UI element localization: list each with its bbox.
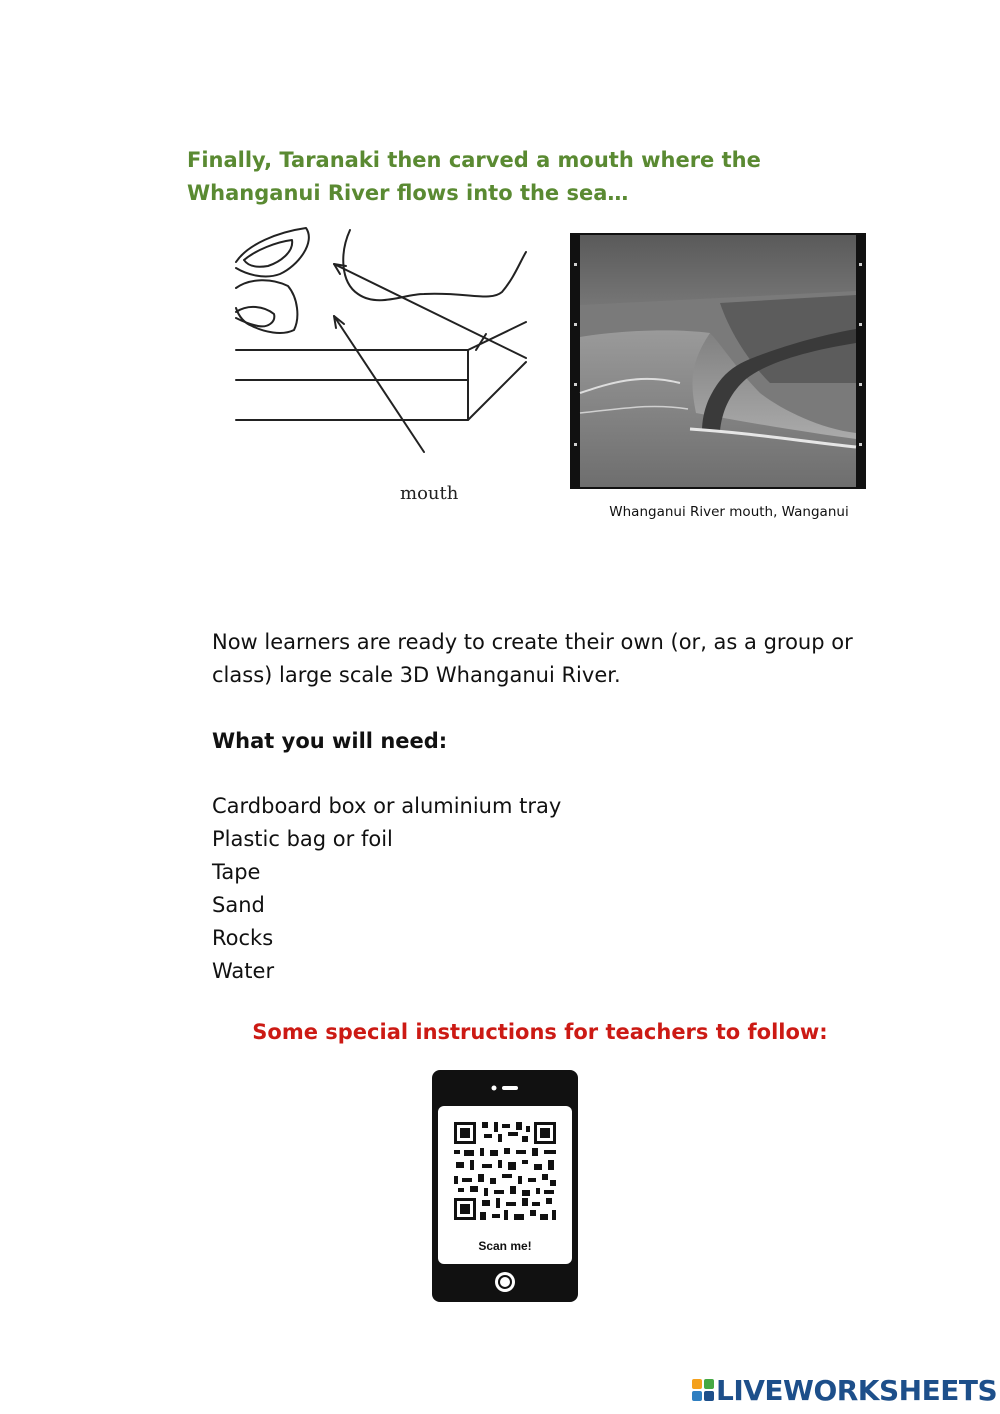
liveworksheets-logo[interactable] (692, 1374, 997, 1406)
list-item: Sand (212, 893, 265, 917)
photo-caption: Whanganui River mouth, Wanganui (609, 504, 849, 520)
list-item: Rocks (212, 926, 274, 950)
list-item: Water (212, 959, 275, 983)
teacher-instructions-heading: Some special instructions for teachers to follow: (252, 1020, 828, 1044)
scan-me-label: Scan me! (478, 1239, 532, 1253)
list-item: Plastic bag or foil (212, 827, 393, 851)
list-item: Cardboard box or aluminium tray (212, 794, 562, 818)
section-heading: Finally, Taranaki then carved a mouth where the Whanganui River flows into the sea… (187, 148, 761, 205)
materials-list (212, 790, 902, 988)
aerial-photo (570, 233, 866, 489)
logo-icon (692, 1379, 714, 1401)
materials-heading: What you will need: (212, 729, 448, 753)
logo-text: LIVEWORKSHEETS (716, 1373, 998, 1407)
diagram-label-mouth: mouth (400, 483, 459, 504)
list-item: Tape (212, 860, 261, 884)
qr-code-phone[interactable] (432, 1070, 578, 1302)
river-mouth-diagram (228, 222, 533, 512)
intro-paragraph: Now learners are ready to create their own (or, as a group or class) large scale 3D Whanganui River. (212, 630, 853, 687)
